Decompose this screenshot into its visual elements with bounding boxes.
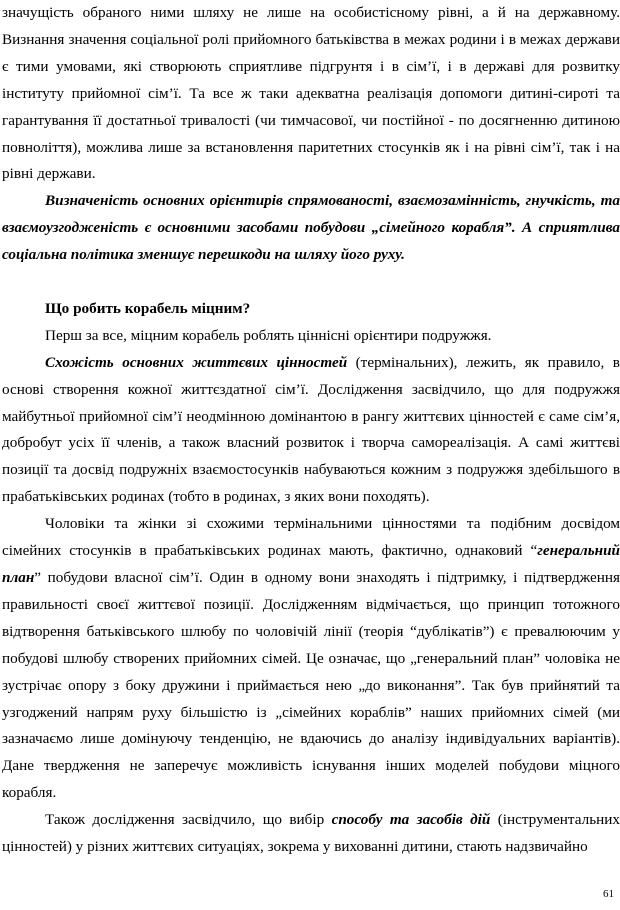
paragraph-5-text: ” побудови власної сім’ї. Один в одному вони знаходять і підтримку, і підтвердження правильності своєї життєвої позиції. Дослідженням відмічається, що принцип тотожного відтворення батьківського шлюбу по чоловічій лінії (теорія “дублікатів”) є превалюючим у побудові шлюбу створених прийомних сімей. Це означає, що „генеральний план” чоловіка не зустрічає опору з боку дружини і приймається нею „до виконання”. Так був прийнятий та узгоджений напрям руху більшістю із „сімейних кораблів” наших прийомних сімей (ми зазначаємо лише домінуючу тенденцію, не вдаючись до аналізу індивідуальних варіантів). Дане твердження не заперечує можливість існування інших моделей побудови міцного корабля. xyxy=(2,569,620,802)
body-text xyxy=(2,0,620,861)
paragraph-5-start: Чоловіки та жінки зі схожими термінальними цінностями та подібним досвідом сімейних стосунків в прабатьківських родинах мають, фактично, однаковий “ xyxy=(2,515,620,560)
paragraph-2-emphasis: Визначеність основних орієнтирів спрямованості, взаємозамінність, гнучкість, та взаємоузгодженість є основними засобами побудови „сімейного корабля”. А сприятлива соціальна політика зменшує перешкоди на шляху його руху. xyxy=(2,192,620,264)
paragraph-4 xyxy=(2,350,620,511)
section-heading: Що робить корабель міцним? xyxy=(45,299,251,317)
paragraph-6-emphasis: способу та засобів дій xyxy=(331,811,491,829)
paragraph-6-start: Також дослідження засвідчило, що вибір xyxy=(45,811,332,829)
paragraph-5-emphasis: генеральний план xyxy=(2,542,620,587)
paragraph-3: Перш за все, міцним корабель роблять ціннісні орієнтири подружжя. xyxy=(45,326,492,344)
paragraph-5 xyxy=(2,511,620,807)
paragraph-6-text: (інструментальних цінностей) у різних життєвих ситуаціях, зокрема у вихованні дитини, стають надзвичайно xyxy=(2,811,620,856)
paragraph-4-emphasis: Схожість основних життєвих цінностей xyxy=(45,353,348,371)
paragraph-6 xyxy=(2,807,620,861)
page-number: 61 xyxy=(603,888,614,900)
paragraph-4-text: (термінальних), лежить, як правило, в основі створення кожної життєздатної сім’ї. Дослідження засвідчило, що для подружжя майбутньої прийомної сім’ї неодмінною домінантою в рангу життєвих цінностей є саме сім’я, добробут усіх її членів, а також власний розвиток і творча самореалізація. А самі життєві позиції та досвід подружніх взаємостосунків набуваються кожним з подружжя здебільшого в прабатьківських родинах (тобто в родинах, з яких вони походять). xyxy=(2,353,620,506)
paragraph-1: значущість обраного ними шляху не лише на особистісному рівні, а й на державному. Визнання значення соціальної ролі прийомного батьківства в межах родини і в межах держави є тими умовами, які створюють сприятливе підгрунтя і в сім’ї, і в державі для розвитку інституту прийомної сім’ї. Та все ж таки адекватна реалізація допомоги дитині-сироті та гарантування її достатньої тривалості (чи тимчасової, чи постійної - по досягненню дитиною повноліття), можлива лише за встановлення паритетних стосунків як і на рівні сім’ї, так і на рівні держави. xyxy=(2,4,620,183)
